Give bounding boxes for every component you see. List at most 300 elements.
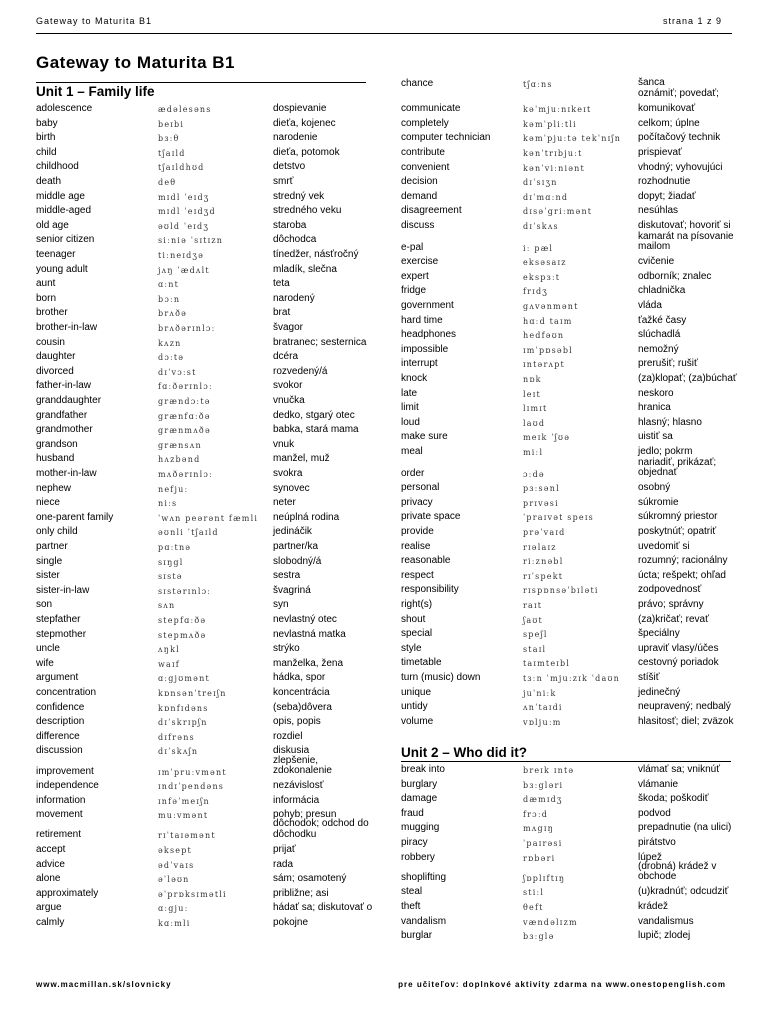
slovak-translation: švagor xyxy=(273,322,304,333)
english-word: shoplifting xyxy=(401,871,447,883)
slovak-translation: špeciálny xyxy=(638,628,680,640)
slovak-translation: staroba xyxy=(273,219,307,231)
unit-2-heading: Unit 2 – Who did it? xyxy=(401,745,527,760)
phonetic-transcription: grændɔːtə xyxy=(158,397,211,406)
english-word: provide xyxy=(401,525,434,537)
vocabulary-entry xyxy=(36,556,376,571)
vocabulary-entry xyxy=(36,132,376,147)
slovak-translation: partner/ka xyxy=(273,541,319,552)
vocabulary-entry xyxy=(36,293,376,308)
phonetic-transcription: miːl xyxy=(523,447,544,457)
vocabulary-entry xyxy=(36,780,376,795)
vocabulary-entry xyxy=(36,585,376,600)
english-word: respect xyxy=(401,569,434,581)
slovak-translation: cvičenie xyxy=(638,256,675,268)
vocabulary-entry xyxy=(401,329,741,344)
vocabulary-entry xyxy=(401,599,741,614)
phonetic-transcription: mʌgɪŋ xyxy=(523,824,554,834)
english-word: only child xyxy=(36,526,78,538)
phonetic-transcription: rɪˈspekt xyxy=(523,571,564,581)
slovak-translation: podvod xyxy=(638,807,671,819)
slovak-translation xyxy=(273,819,369,840)
phonetic-transcription: bɜːθ xyxy=(158,134,180,144)
phonetic-transcription: stiːl xyxy=(523,888,545,898)
english-word: mother-in-law xyxy=(36,468,97,479)
english-word: argue xyxy=(36,902,62,914)
phonetic-transcription: ˈpaɪrəsi xyxy=(523,839,563,848)
vocabulary-entry xyxy=(401,230,741,257)
english-word: son xyxy=(36,599,53,611)
phonetic-transcription: tiːneɪdʒə xyxy=(158,251,205,260)
english-word: concentration xyxy=(36,687,97,698)
phonetic-transcription: frɪdʒ xyxy=(523,287,548,297)
slovak-translation: neupravený; nedbalý xyxy=(638,701,731,713)
vocabulary-entry xyxy=(401,886,741,901)
vocabulary-entry xyxy=(36,424,376,439)
slovak-translation: prijať xyxy=(273,844,296,855)
phonetic-transcription: mɪdl ˈeɪdʒd xyxy=(158,207,216,217)
english-word: teenager xyxy=(36,249,76,260)
phonetic-transcription: ˈpraɪvət speɪs xyxy=(523,513,594,523)
phonetic-transcription: ʃɒplɪftɪŋ xyxy=(523,873,566,883)
vocabulary-entry xyxy=(36,873,376,888)
slovak-translation: švagriná xyxy=(273,584,311,596)
slovak-translation: súkromný priestor xyxy=(638,511,718,523)
phonetic-transcription: brʌðərɪnlɔː xyxy=(158,324,216,333)
english-word: burglary xyxy=(401,778,438,790)
english-word: burglar xyxy=(401,930,433,942)
slovak-translation: vandalismus xyxy=(638,915,694,927)
slovak-translation: odborník; znalec xyxy=(638,270,712,282)
english-word: computer technician xyxy=(401,132,491,144)
phonetic-transcription: dɪˈvɔːst xyxy=(158,367,197,377)
vocabulary-entry xyxy=(36,205,376,220)
slovak-translation: rozhodnutie xyxy=(638,176,691,188)
english-word: middle-aged xyxy=(36,205,92,217)
slovak-translation: úcta; rešpekt; ohľad xyxy=(638,569,726,581)
vocabulary-entry xyxy=(401,300,741,315)
vocabulary-entry xyxy=(36,844,376,859)
phonetic-transcription: sɪŋgl xyxy=(158,557,184,567)
english-word: vandalism xyxy=(401,915,447,927)
phonetic-transcription: ekspɜːt xyxy=(523,272,561,282)
vocabulary-entry xyxy=(401,132,741,147)
english-word: e-pal xyxy=(401,241,424,253)
vocabulary-entry xyxy=(36,307,376,322)
english-word: order xyxy=(401,467,425,479)
slovak-translation: nemožný xyxy=(638,343,679,355)
slovak-translation: (u)kradnúť; odcudziť xyxy=(638,886,729,898)
phonetic-transcription: ɪmˈpruːvmənt xyxy=(158,767,227,777)
phonetic-transcription: brʌðə xyxy=(158,309,188,319)
vocabulary-entry xyxy=(36,395,376,410)
phonetic-transcription: ɪnfəˈmeɪʃn xyxy=(158,796,210,806)
phonetic-transcription: hɑːd taɪm xyxy=(523,316,573,326)
slovak-translation: slobodný/á xyxy=(273,555,322,567)
english-word: turn (music) down xyxy=(401,671,481,683)
english-word: unique xyxy=(401,686,432,698)
vocabulary-entry xyxy=(36,818,376,844)
phonetic-transcription: leɪt xyxy=(523,389,541,399)
english-word: chance xyxy=(401,78,434,89)
phonetic-transcription: dɪˈskʌʃn xyxy=(158,747,199,757)
english-word: argument xyxy=(36,672,79,684)
vocabulary-entry xyxy=(401,930,741,945)
phonetic-transcription: fɑːðərɪnlɔː xyxy=(158,382,213,392)
slovak-translation-line: zdokonalenie xyxy=(273,765,332,776)
slovak-translation: nevlastná matka xyxy=(273,628,346,640)
slovak-translation xyxy=(273,756,332,777)
english-word: uncle xyxy=(36,643,60,655)
english-word: contribute xyxy=(401,146,445,158)
english-word: confidence xyxy=(36,701,85,713)
english-word: style xyxy=(401,642,422,654)
vocabulary-entry xyxy=(36,888,376,903)
english-word: nephew xyxy=(36,482,72,494)
english-word: middle age xyxy=(36,190,85,202)
vocabulary-entry xyxy=(36,672,376,687)
slovak-translation: prispievať xyxy=(638,146,682,158)
english-word: meal xyxy=(401,445,423,457)
slovak-translation-line: objednať xyxy=(638,467,678,478)
english-word: difference xyxy=(36,730,80,742)
english-word: born xyxy=(36,292,57,304)
vocabulary-entry xyxy=(401,716,741,731)
slovak-translation: stredného veku xyxy=(273,205,342,217)
phonetic-transcription: breɪk ɪntə xyxy=(523,766,575,775)
phonetic-transcription: sɪstərɪnlɔː xyxy=(158,586,212,596)
phonetic-transcription: mɪdl ˈeɪdʒ xyxy=(158,192,210,202)
vocabulary-entry xyxy=(36,859,376,874)
vocabulary-entry xyxy=(36,754,376,781)
phonetic-transcription: bɔːn xyxy=(158,294,181,304)
vocabulary-entry xyxy=(401,643,741,658)
slovak-translation: približne; asi xyxy=(273,887,329,899)
english-word: old age xyxy=(36,219,69,231)
slovak-translation: manželka, žena xyxy=(273,657,344,669)
phonetic-transcription: riːznəbl xyxy=(523,557,564,567)
english-word: make sure xyxy=(401,431,448,443)
english-word: loud xyxy=(401,416,420,428)
slovak-translation: (za)klopať; (za)búchať xyxy=(638,372,737,384)
slovak-translation: smrť xyxy=(273,176,294,187)
english-word: calmly xyxy=(36,917,65,928)
phonetic-transcription: kɑːmli xyxy=(158,919,191,928)
phonetic-transcription: ʌnˈtaɪdi xyxy=(523,703,563,713)
slovak-translation: narodený xyxy=(273,292,315,304)
english-word: baby xyxy=(36,117,58,129)
english-word: grandmother xyxy=(36,424,93,436)
phonetic-transcription: ˈwʌn peərənt fæmli xyxy=(158,513,259,523)
phonetic-transcription: vændəlɪzm xyxy=(523,917,578,927)
phonetic-transcription: pɑːtnə xyxy=(158,543,192,552)
slovak-translation: diskusia xyxy=(273,745,310,757)
phonetic-transcription: frɔːd xyxy=(523,809,549,819)
phonetic-transcription: ʌŋkl xyxy=(158,645,180,655)
phonetic-transcription: tʃaɪld xyxy=(158,148,186,158)
english-word: partner xyxy=(36,541,68,552)
slovak-translation: bratranec; sesternica xyxy=(273,336,367,348)
vocabulary-entry xyxy=(36,234,376,249)
slovak-translation: stredný vek xyxy=(273,190,325,202)
slovak-translation: komunikovať xyxy=(638,103,696,115)
phonetic-transcription: nefjuː xyxy=(158,484,189,494)
slovak-translation-line: mailom xyxy=(638,241,671,252)
english-word: damage xyxy=(401,793,438,805)
vocabulary-entry xyxy=(401,271,741,286)
slovak-translation: upraviť vlasy/účes xyxy=(638,642,719,654)
slovak-translation: osobný xyxy=(638,482,671,494)
slovak-translation: nesúhlas xyxy=(638,205,679,217)
phonetic-transcription: hedfəʊn xyxy=(523,331,565,341)
slovak-translation: právo; správny xyxy=(638,598,704,610)
vocabulary-entry xyxy=(401,315,741,330)
vocabulary-entry xyxy=(36,731,376,746)
phonetic-transcription: jʌŋ ˈædʌlt xyxy=(158,265,210,275)
vocabulary-entry xyxy=(401,205,741,220)
english-word: special xyxy=(401,628,433,640)
phonetic-transcription: dɪˈskʌs xyxy=(523,221,559,231)
english-word: childhood xyxy=(36,161,79,173)
phonetic-transcription: kənˈviːniənt xyxy=(523,163,585,173)
english-word: information xyxy=(36,794,86,806)
phonetic-transcription: ɪndɪˈpendəns xyxy=(158,782,225,792)
phonetic-transcription: kənˈtrɪbjuːt xyxy=(523,148,583,158)
slovak-translation: nezávislosť xyxy=(273,780,324,792)
vocabulary-entry xyxy=(401,614,741,629)
english-word: discuss xyxy=(401,219,435,231)
english-word: steal xyxy=(401,886,423,898)
phonetic-transcription: tʃaɪldhʊd xyxy=(158,163,205,173)
slovak-translation: dcéra xyxy=(273,351,299,363)
vocabulary-entry xyxy=(36,902,376,917)
phonetic-transcription: tɜːn ˈmjuːzɪk ˈdaʊn xyxy=(523,673,620,683)
phonetic-transcription: dɪˈsɪʒn xyxy=(523,178,558,188)
phonetic-transcription: ɪmˈpɒsəbl xyxy=(523,345,573,355)
slovak-translation: poskytnúť; opatriť xyxy=(638,525,717,537)
phonetic-transcription: rɪspɒnsəˈbɪləti xyxy=(523,586,599,596)
slovak-translation: hranica xyxy=(638,402,671,414)
english-word: discussion xyxy=(36,745,83,757)
phonetic-transcription: muːvmənt xyxy=(158,811,209,821)
vocabulary-entry xyxy=(401,191,741,206)
vocabulary-entry xyxy=(36,337,376,352)
phonetic-transcription: meɪk ˈʃʊə xyxy=(523,433,571,443)
english-word: advice xyxy=(36,858,65,870)
vocabulary-entry xyxy=(401,837,741,852)
phonetic-transcription: gʌvənmənt xyxy=(523,301,579,311)
english-word: description xyxy=(36,716,85,728)
phonetic-transcription: əksept xyxy=(158,846,192,855)
english-word: right(s) xyxy=(401,598,433,610)
header-divider xyxy=(36,33,732,34)
vocabulary-entry xyxy=(401,103,741,118)
slovak-translation: koncentrácia xyxy=(273,687,330,698)
phonetic-transcription: ɔːdə xyxy=(523,469,545,479)
vocabulary-entry xyxy=(401,511,741,526)
slovak-translation: cestovný poriadok xyxy=(638,657,719,669)
phonetic-transcription: speʃl xyxy=(523,630,548,640)
slovak-translation: vnuk xyxy=(273,438,295,450)
slovak-translation: súkromie xyxy=(638,496,679,508)
vocabulary-entry xyxy=(401,77,741,99)
slovak-translation: sám; osamotený xyxy=(273,873,347,885)
vocabulary-entry xyxy=(36,453,376,468)
slovak-translation: (za)kričať; revať xyxy=(638,613,709,625)
slovak-translation: dospievanie xyxy=(273,103,327,114)
phonetic-transcription: rɪˈtaɪəmənt xyxy=(158,831,216,841)
unit-1-rule xyxy=(36,82,366,83)
vocabulary-entry xyxy=(401,860,741,887)
english-word: child xyxy=(36,146,57,158)
vocabulary-entry xyxy=(401,497,741,512)
slovak-translation: sestra xyxy=(273,570,301,582)
vocabulary-entry xyxy=(401,779,741,794)
vocabulary-entry xyxy=(401,822,741,837)
phonetic-transcription: dɔːtə xyxy=(158,353,185,363)
vocabulary-entry xyxy=(36,439,376,454)
vocabulary-entry xyxy=(401,388,741,403)
page-counter: strana 1 z 9 xyxy=(662,16,722,26)
phonetic-transcription: siːniə ˈsɪtɪzn xyxy=(158,236,224,246)
english-word: impossible xyxy=(401,343,449,355)
slovak-translation: vlámať sa; vniknúť xyxy=(638,764,720,775)
phonetic-transcription: pɜːsənl xyxy=(523,484,560,494)
english-word: responsibility xyxy=(401,584,459,596)
footer-website: www.macmillan.sk/slovnicky xyxy=(36,980,172,989)
phonetic-transcription: prɪvəsi xyxy=(523,498,559,508)
english-word: knock xyxy=(401,372,428,384)
english-word: mugging xyxy=(401,822,440,834)
slovak-translation: neúplná rodina xyxy=(273,511,340,523)
phonetic-transcription: ədˈvaɪs xyxy=(158,860,195,870)
phonetic-transcription: iː pæl xyxy=(523,243,554,253)
phonetic-transcription: ɑːnt xyxy=(158,280,179,290)
english-word: personal xyxy=(401,482,440,494)
english-word: piracy xyxy=(401,837,428,848)
english-word: convenient xyxy=(401,161,450,173)
phonetic-transcription: waɪf xyxy=(158,659,180,669)
slovak-translation-line: šanca xyxy=(638,77,665,88)
slovak-translation: pohyb; presun xyxy=(273,809,337,821)
vocabulary-entry xyxy=(401,456,741,483)
english-word: fridge xyxy=(401,285,427,297)
phonetic-transcription: əʊld ˈeɪdʒ xyxy=(158,221,210,231)
english-word: birth xyxy=(36,132,56,144)
slovak-translation: lupič; zlodej xyxy=(638,930,691,942)
english-word: wife xyxy=(36,657,54,669)
vocabulary-entry xyxy=(36,512,376,527)
vocabulary-entry xyxy=(401,358,741,373)
vocabulary-entry xyxy=(36,249,376,264)
vocabulary-entry xyxy=(401,526,741,541)
slovak-translation: vláda xyxy=(638,299,662,311)
page-title: Gateway to Maturita B1 xyxy=(36,53,235,72)
vocabulary-entry xyxy=(36,103,376,118)
phonetic-transcription: əˈprɒksɪmətli xyxy=(158,889,227,899)
english-word: fraud xyxy=(401,807,424,819)
phonetic-transcription: kɒnsənˈtreɪʃn xyxy=(158,689,227,698)
slovak-translation: hlasitosť; diel; zväzok xyxy=(638,715,734,727)
phonetic-transcription: kɒnfɪdəns xyxy=(158,703,209,713)
english-word: theft xyxy=(401,900,421,912)
english-word: exercise xyxy=(401,256,439,268)
slovak-translation-line: zlepšenie, xyxy=(273,754,319,766)
slovak-translation: chladnička xyxy=(638,285,686,297)
vocabulary-entry xyxy=(36,278,376,293)
english-word: disagreement xyxy=(401,205,462,217)
vocabulary-entry xyxy=(36,147,376,162)
slovak-translation: prerušiť; rušiť xyxy=(638,358,698,370)
english-word: timetable xyxy=(401,657,442,669)
slovak-translation: svokor xyxy=(273,380,303,392)
slovak-translation: diskutovať; hovoriť si xyxy=(638,219,731,231)
english-word: accept xyxy=(36,844,66,855)
phonetic-transcription: tʃɑːns xyxy=(523,80,553,89)
vocabulary-entry xyxy=(401,285,741,300)
english-word: death xyxy=(36,176,62,187)
english-word: shout xyxy=(401,613,426,625)
phonetic-transcription: stepfɑːðə xyxy=(158,616,207,625)
english-word: granddaughter xyxy=(36,395,102,406)
english-word: reasonable xyxy=(401,555,451,567)
english-word: husband xyxy=(36,453,75,465)
phonetic-transcription: dɪˈskrɪpʃn xyxy=(158,718,208,728)
slovak-translation: synovec xyxy=(273,482,310,494)
slovak-translation: dopyt; žiadať xyxy=(638,190,696,202)
vocabulary-entry xyxy=(36,483,376,498)
slovak-translation: rozvedený/á xyxy=(273,365,328,377)
slovak-translation: dedko, stgarý otec xyxy=(273,409,355,421)
vocabulary-entry xyxy=(36,322,376,337)
english-word: independence xyxy=(36,780,99,792)
slovak-translation: pirátstvo xyxy=(638,837,676,848)
slovak-translation-line: (drobná) krádež v xyxy=(638,860,717,872)
slovak-translation: jedináčik xyxy=(273,526,312,538)
phonetic-transcription: nɒk xyxy=(523,374,542,384)
slovak-translation: prepadnutie (na ulici) xyxy=(638,822,732,834)
slovak-translation: hádať sa; diskutovať o xyxy=(273,902,373,914)
english-word: improvement xyxy=(36,765,94,777)
phonetic-transcription: taɪmteɪbl xyxy=(523,659,571,669)
phonetic-transcription: θeft xyxy=(523,902,544,912)
english-word: robbery xyxy=(401,851,435,863)
vocabulary-entry xyxy=(401,555,741,570)
vocabulary-entry xyxy=(401,672,741,687)
phonetic-transcription: rɪəlaɪz xyxy=(523,542,557,552)
slovak-translation: vlámanie xyxy=(638,778,679,790)
slovak-translation: dieťa, kojenec xyxy=(273,117,336,129)
vocabulary-entry xyxy=(36,917,376,932)
english-word: father-in-law xyxy=(36,380,92,392)
english-word: brother xyxy=(36,307,68,319)
phonetic-transcription: beɪbi xyxy=(158,119,185,129)
english-word: sister-in-law xyxy=(36,584,90,596)
english-word: limit xyxy=(401,402,419,414)
slovak-translation: uvedomiť si xyxy=(638,540,690,552)
english-word: completely xyxy=(401,117,449,129)
phonetic-transcription: sʌn xyxy=(158,601,176,611)
vocabulary-entry xyxy=(36,366,376,381)
phonetic-transcription: dɪˈmɑːnd xyxy=(523,192,569,202)
vocabulary-entry xyxy=(401,657,741,672)
phonetic-transcription: raɪt xyxy=(523,600,543,610)
slovak-translation: dieťa, potomok xyxy=(273,146,340,158)
slovak-translation: ťažké časy xyxy=(638,314,687,326)
slovak-translation xyxy=(638,458,716,479)
phonetic-transcription: ɑːgjʊmənt xyxy=(158,674,210,684)
slovak-translation: slúchadlá xyxy=(638,329,681,341)
